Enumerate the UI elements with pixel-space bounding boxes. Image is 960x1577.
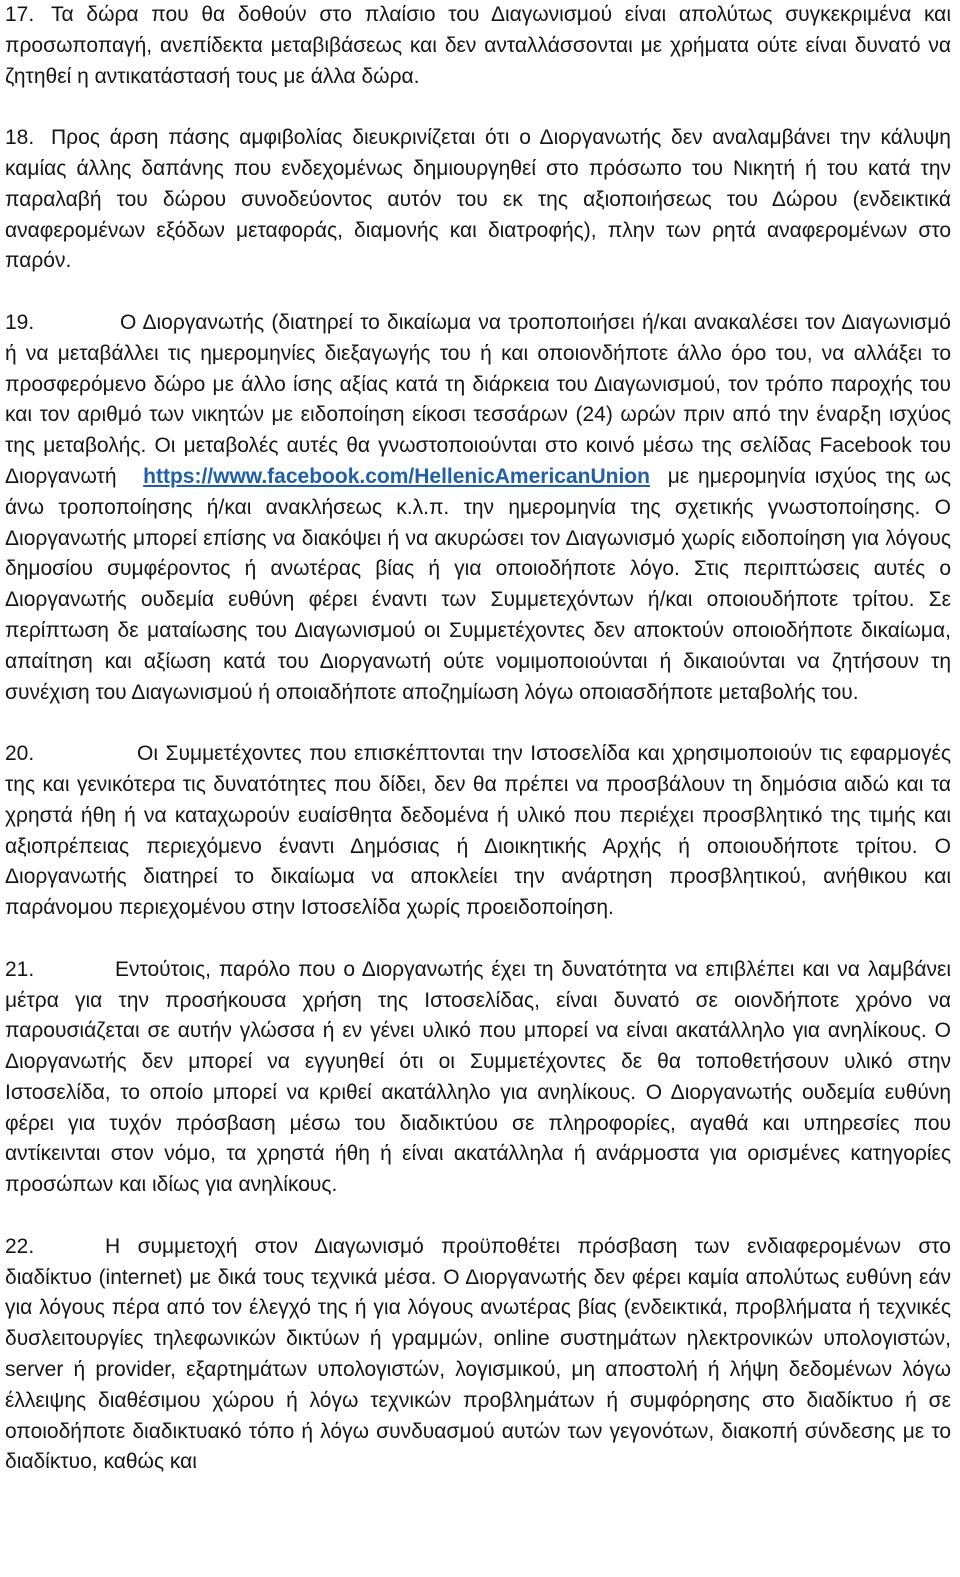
paragraph-number: 17. <box>5 3 35 26</box>
paragraph-number: 22. <box>5 1234 35 1258</box>
paragraph-18 <box>5 123 951 277</box>
paragraph-22 <box>5 1232 951 1478</box>
document-page <box>5 0 951 1509</box>
paragraph-number: 18. <box>5 126 35 150</box>
paragraph-text-before-link: Ο Διοργανωτής (διατηρεί το δικαίωμα να τροποποιήσει ή/και ανακαλέσει τον Διαγωνισμό ή να μεταβάλλει τις ημερομηνίες διεξαγωγής του ή και οποιονδήποτε άλλο όρο του, να αλλάξει το προσφερόμενο δώρο με άλλο ίσης αξίας κατά τη διάρκεια του Διαγωνισμού, τον τρόπο παροχής του και τον αριθμό των νικητών με ειδοποίηση είκοσι τεσσάρων (24) ωρών πριν από την έναρξη ισχύος της μεταβολής. Οι μεταβολές αυτές θα γνωστοποιούνται στο κοινό μέσω της σελίδας Facebook του Διοργανωτή <box>5 310 951 488</box>
paragraph-21 <box>5 955 951 1201</box>
paragraph-text: Τα δώρα που θα δοθούν στο πλαίσιο του Διαγωνισμού είναι απολύτως συγκεκριμένα και προσωποπαγή, ανεπίδεκτα μεταβιβάσεως και δεν ανταλλάσσονται με χρήματα ούτε είναι δυνατό να ζητηθεί η αντικατάστασή τους με άλλα δώρα. <box>5 3 951 88</box>
paragraph-text: Η συμμετοχή στον Διαγωνισμό προϋποθέτει πρόσβαση των ενδιαφερομένων στο διαδίκτυο (internet) με δικά τους τεχνικά μέσα. Ο Διοργανωτής δεν φέρει καμία απολύτως ευθύνη εάν για λόγους πέρα από τον έλεγχό της ή για λόγους ανωτέρας βίας (ενδεικτικά, προβλήματα ή τεχνικές δυσλειτουργίες τηλεφωνικών δικτύων ή γραμμών, online συστημάτων ηλεκτρονικών υπολογιστών, server ή provider, εξαρτημάτων υπολογιστών, λογισμικού, μη αποστολή ή λήψη δεδομένων λόγω έλλειψης διαθέσιμου χώρου ή λόγω τεχνικών προβλημάτων ή συμφόρησης στο διαδίκτυο ή σε οποιοδήποτε διαδικτυακό τόπο ή λόγω συνδυασμού αυτών των γεγονότων, διακοπή σύνδεσης με το διαδίκτυο, καθώς και <box>5 1234 951 1474</box>
paragraph-20 <box>5 739 951 924</box>
paragraph-number: 19. <box>5 310 35 334</box>
paragraph-text-after-link: με ημερομηνία ισχύος της ως άνω τροποποίησης ή/και ανακλήσεως κ.λ.π. την ημερομηνία της σχετικής γνωστοποίησης. Ο Διοργανωτής μπορεί επίσης να διακόψει ή να ακυρώσει τον Διαγωνισμό χωρίς ειδοποίηση για λόγους δημοσίου συμφέροντος ή ανωτέρας βίας ή για οποιοδήποτε λόγο. Στις περιπτώσεις αυτές ο Διοργανωτής ουδεμία ευθύνη φέρει έναντι των Συμμετεχόντων ή/και οποιουδήποτε τρίτου. Σε περίπτωση δε ματαίωσης του Διαγωνισμού οι Συμμετέχοντες δεν αποκτούν οποιοδήποτε δικαίωμα, απαίτηση και αξίωση κατά του Διοργανωτή ούτε νομιμοποιούνται ή δικαιούνται να ζητήσουν τη συνέχιση του Διαγωνισμού ή οποιαδήποτε αποζημίωση λόγω οποιασδήποτε μεταβολής του. <box>5 464 951 704</box>
paragraph-text: Εντούτοις, παρόλο που ο Διοργανωτής έχει τη δυνατότητα να επιβλέπει και να λαμβάνει μέτρα για την προσήκουσα χρήση της Ιστοσελίδας, είναι δυνατό σε οιονδήποτε χρόνο να παρουσιάζεται σε αυτήν γλώσσα ή εν γένει υλικό που μπορεί να είναι ακατάλληλο για ανηλίκους. Ο Διοργανωτής δεν μπορεί να εγγυηθεί ότι οι Συμμετέχοντες δε θα τοποθετήσουν υλικό στην Ιστοσελίδα, το οποίο μπορεί να κριθεί ακατάλληλο για ανηλίκους. Ο Διοργανωτής ουδεμία ευθύνη φέρει για τυχόν πρόσβαση μέσω του διαδικτύου σε πληροφορίες, αγαθά και υπηρεσίες που αντίκεινται στον νόμο, τα χρηστά ήθη ή είναι ακατάλληλα ή ανάρμοστα για ορισμένες κατηγορίες προσώπων και ιδίως για ανηλίκους. <box>5 957 951 1197</box>
paragraph-text: Προς άρση πάσης αμφιβολίας διευκρινίζεται ότι ο Διοργανωτής δεν αναλαμβάνει την κάλυψη καμίας άλλης δαπάνης που ενδεχομένως δημιουργηθεί στο πρόσωπο του Νικητή ή του κατά την παραλαβή του δώρου συνοδεύοντος αυτόν του εκ της αξιοποιήσεως του Δώρου (ενδεικτικά αναφερομένων εξόδων μεταφοράς, διαμονής και διατροφής), πλην των ρητά αναφερομένων στο παρόν. <box>5 126 951 273</box>
facebook-link[interactable]: https://www.facebook.com/HellenicAmericanUnion <box>143 464 650 488</box>
paragraph-17 <box>5 0 951 92</box>
paragraph-19 <box>5 308 951 708</box>
paragraph-number: 21. <box>5 957 35 981</box>
paragraph-number: 20. <box>5 742 35 766</box>
paragraph-text: Οι Συμμετέχοντες που επισκέπτονται την Ιστοσελίδα και χρησιμοποιούν τις εφαρμογές της και γενικότερα τις δυνατότητες που δίδει, δεν θα πρέπει να προσβάλουν τη δημόσια αιδώ και τα χρηστά ήθη ή να καταχωρούν ευαίσθητα δεδομένα ή υλικό που περιέχει προσβλητικό της τιμής και αξιοπρέπειας περιεχόμενο έναντι Δημόσιας ή Διοικητικής Αρχής ή οποιουδήποτε τρίτου. Ο Διοργανωτής διατηρεί το δικαίωμα να αποκλείει την ανάρτηση προσβλητικού, ανήθικου και παράνομου περιεχομένου στην Ιστοσελίδα χωρίς προειδοποίηση. <box>5 742 951 920</box>
